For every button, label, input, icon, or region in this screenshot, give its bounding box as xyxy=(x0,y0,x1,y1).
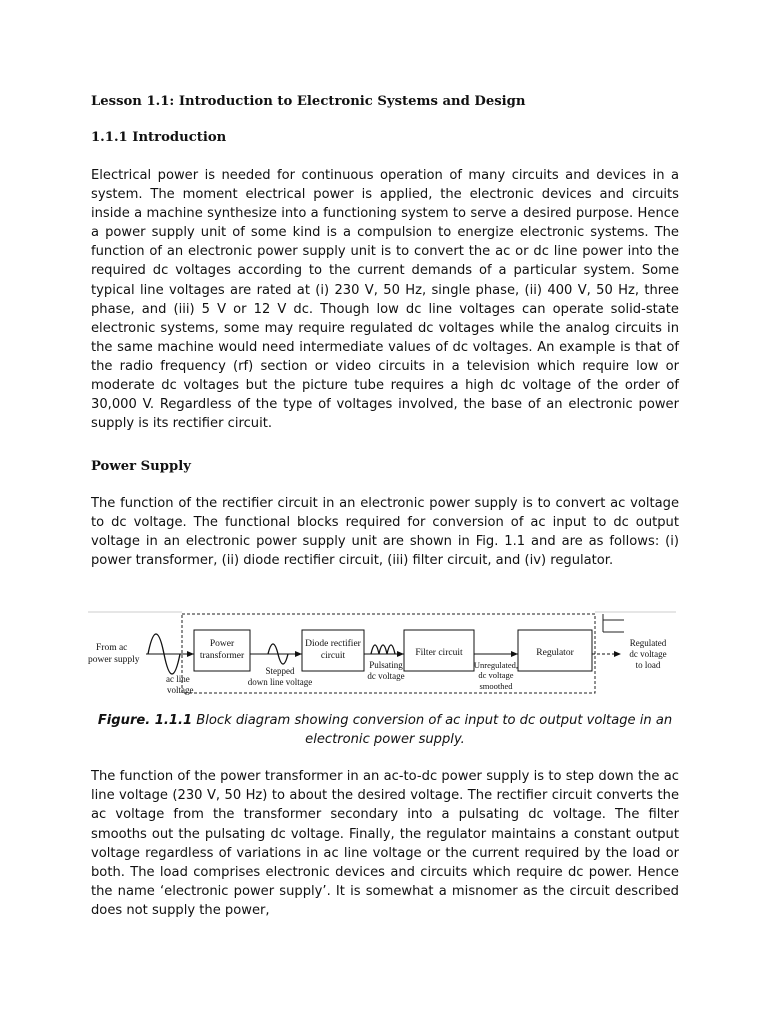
section-title: 1.1.1 Introduction xyxy=(91,130,227,145)
lesson-title: Lesson 1.1: Introduction to Electronic Systems and Design xyxy=(91,94,526,109)
intro-paragraph: Electrical power is needed for continuous operation of many circuits and devices in a system. The moment electrical power is applied, the electronic devices and circuits inside a machine synthesize into a functioning system to serve a desired purpose. Hence a power supply unit of some kind is a compulsion to energize electronic systems. The function of an electronic power supply unit is to convert the ac or dc line power into the required dc voltages according to the current demands of a particular system. Some typical line voltages are rated at (i) 230 V, 50 Hz, single phase, (ii) 400 V, 50 Hz, three phase, and (iii) 5 V or 12 V dc. Though low dc line voltages can operate solid-state electronic systems, some may require regulated dc voltages while the analog circuits in the same machine would need intermediate values of dc voltages. An example is that of the radio frequency (rf) section or video circuits in a television which require low or moderate dc voltages but the picture tube requires a high dc voltage of the order of 30,000 V. Regardless of the type of voltages involved, the base of an electronic power supply is its rectifier circuit. xyxy=(91,168,679,432)
power-supply-paragraph: The function of the rectifier circuit in an electronic power supply is to convert ac voltage to dc voltage. The functional blocks required for conversion of ac input to dc output voltage in an electronic power supply unit are shown in Fig. 1.1 and are as follows: (i) power transformer, (ii) diode rectifier circuit, (iii) filter circuit, and (iv) regulator. xyxy=(91,496,679,569)
regulator-label: Regulator xyxy=(536,648,574,658)
unregulated-label-2: dc voltage xyxy=(478,670,514,680)
regulated-label-2: dc voltage xyxy=(629,649,667,659)
stepped-label: Stepped xyxy=(265,666,295,676)
ac-line-label: ac line xyxy=(166,674,190,684)
caption-text: Block diagram showing conversion of ac input to dc output voltage in an electronic power supply. xyxy=(192,713,673,747)
power-supply-heading: Power Supply xyxy=(91,459,191,474)
corner-bracket xyxy=(603,614,624,632)
pulsating-label-2: dc voltage xyxy=(367,671,405,681)
ac-line-label-2: voltage xyxy=(167,685,194,695)
power-transformer-label-2: transformer xyxy=(199,651,245,661)
caption-label: Figure. 1.1.1 xyxy=(97,713,193,728)
diode-rectifier-label: Diode rectifier xyxy=(305,639,361,649)
regulated-label-3: to load xyxy=(635,660,661,670)
unregulated-label-3: smoothed xyxy=(479,681,513,691)
filter-circuit-label: Filter circuit xyxy=(415,648,463,658)
power-transformer-label: Power xyxy=(209,639,235,649)
figure-caption xyxy=(91,711,679,749)
pulsating-label: Pulsating xyxy=(369,660,403,670)
block-diagram xyxy=(86,604,686,704)
from-ac-label: From ac xyxy=(96,643,128,653)
regulated-label: Regulated xyxy=(629,638,667,648)
pulsating-wave xyxy=(371,645,395,654)
diode-rectifier-label-2: circuit xyxy=(320,651,346,661)
final-paragraph: The function of the power transformer in an ac-to-dc power supply is to step down the ac line voltage (230 V, 50 Hz) to about the desired voltage. The rectifier circuit converts the ac voltage from the transformer secondary into a pulsating dc voltage. The filter smooths out the pulsating dc voltage. Finally, the regulator maintains a constant output voltage regardless of variations in ac line voltage or the current required by the load or both. The load comprises electronic devices and circuits which require dc power. Hence the name ‘electronic power supply’. It is somewhat a misnomer as the circuit described does not supply the power, xyxy=(91,769,679,919)
stepped-label-2: down line voltage xyxy=(247,677,313,687)
unregulated-label: Unregulated, xyxy=(473,660,519,670)
from-ac-label-2: power supply xyxy=(88,655,140,665)
